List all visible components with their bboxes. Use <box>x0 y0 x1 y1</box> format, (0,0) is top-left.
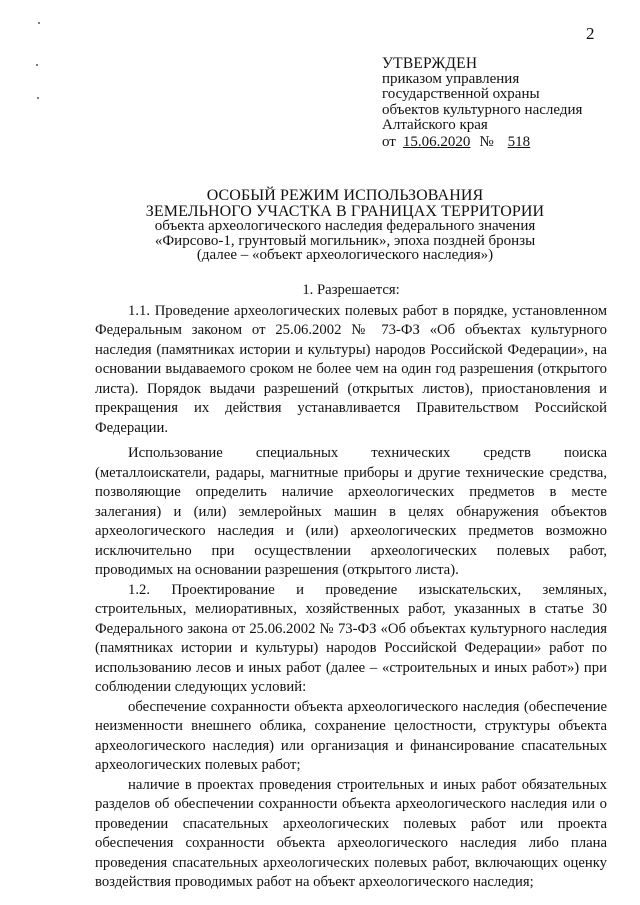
approval-line: приказом управления <box>382 70 520 87</box>
paragraph: обеспечение сохранности объекта археологического наследия (обеспечение неизменности внешнего облика, сохранение целостности, структуры объекта археологического наследия) или организация и финансирование спасательных археологических полевых работ; <box>95 698 607 773</box>
approval-title: УТВЕРЖДЕН <box>382 55 478 72</box>
paragraph: 1.1. Проведение археологических полевых работ в порядке, установленном Федеральным законом от 25.06.2002 № 73-ФЗ «Об объектах культурного наследия (памятниках истории и культуры) народов Российской Федерации», на основании выдаваемого сроком не более чем на один год разрешения (открытого листа). Порядок выдачи разрешений (открытых листов), приостановления и прекращения их действия устанавливается Правительством Российской Федерации. <box>95 302 607 436</box>
heading-line: объекта археологического наследия федерального значения <box>154 218 536 234</box>
approval-line: государственной охраны <box>382 86 540 102</box>
document-body <box>95 281 607 893</box>
heading-line: ОСОБЫЙ РЕЖИМ ИСПОЛЬЗОВАНИЯ <box>206 187 484 204</box>
heading-line: (далее – «объект археологического наследия») <box>196 247 494 264</box>
paragraph: 1.2. Проектирование и проведение изыскательских, земляных, строительных, мелиоративных, хозяйственных работ, указанных в статье 30 Федерального закона от 25.06.2002 № 73-ФЗ «Об объектах культурного наследия (памятниках истории и культуры) народов Российской Федерации» работ по использованию лесов и иных работ (далее – «строительных и иных работ») при соблюдении следующих условий: <box>95 581 607 695</box>
date-prefix: от <box>382 133 396 150</box>
margin-mark <box>37 97 39 99</box>
section-title: 1. Разрешается: <box>302 282 400 298</box>
heading-line: ЗЕМЕЛЬНОГО УЧАСТКА В ГРАНИЦАХ ТЕРРИТОРИИ <box>145 202 545 220</box>
approval-date-line <box>382 135 582 151</box>
margin-mark <box>38 22 40 24</box>
margin-mark <box>36 64 38 66</box>
paragraph: наличие в проектах проведения строительных и иных работ обязательных разделов об обеспечении сохранности объекта археологического наследия или о проведении спасательных археологических полевых работ или проекта обеспечения сохранности объекта археологического наследия либо плана проведения спасательных археологических полевых работ, включающих оценку воздействия проводимых работ на объект археологического наследия; <box>95 776 607 890</box>
paragraph: Использование специальных технических средств поиска (металлоискатели, радары, магнитные приборы и другие технические средства, позволяющие определить наличие археологических предметов в месте залегания) и (или) землеройных машин в целях обнаружения объектов археологического наследия и (или) археологических предметов возможно исключительно при осуществлении археологических полевых работ, проводимых на основании разрешения (открытого листа). <box>95 445 607 578</box>
page-number: 2 <box>586 24 595 43</box>
document-heading <box>78 188 612 263</box>
approval-line: объектов культурного наследия <box>382 101 583 118</box>
approval-line: Алтайского края <box>382 117 488 133</box>
number-sign: № <box>479 133 494 150</box>
approval-date: 15.06.2020 <box>402 133 471 150</box>
order-number: 518 <box>507 133 531 150</box>
approval-stamp-block <box>382 56 582 150</box>
heading-line: «Фирсово-1, грунтовый могильник», эпоха поздней бронзы <box>154 232 536 249</box>
